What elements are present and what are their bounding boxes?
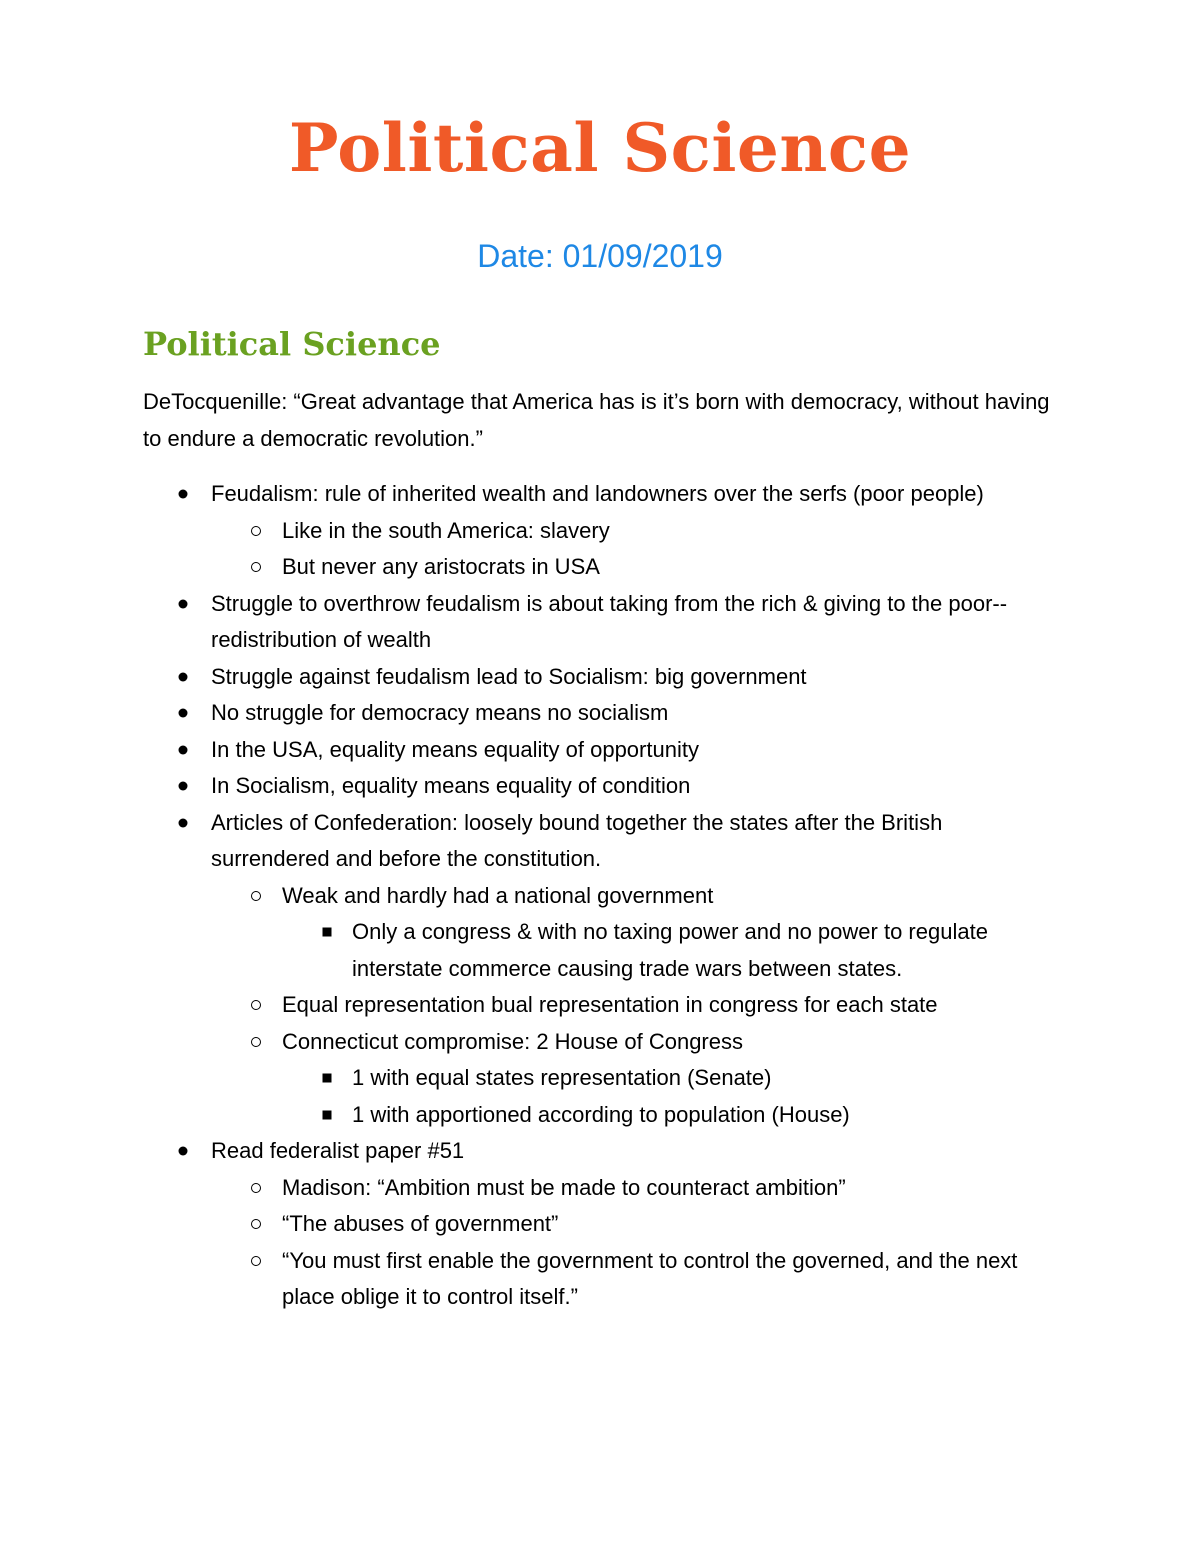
bullet-text: 1 with apportioned according to population (House) xyxy=(352,1101,850,1127)
filled-circle-bullet-icon xyxy=(179,818,188,827)
hollow-circle-bullet-icon xyxy=(251,1000,261,1010)
bullet-text: Only a congress & with no taxing power and no power to regulate interstate commerce causing trade wars between states. xyxy=(352,919,988,981)
filled-square-bullet-icon xyxy=(323,1110,332,1119)
bullet-item-level-2 xyxy=(143,1024,1058,1061)
bullet-item-level-2 xyxy=(143,549,1058,586)
filled-square-bullet-icon xyxy=(323,928,332,937)
bullet-list xyxy=(143,476,1058,1316)
bullet-text: 1 with equal states representation (Senate) xyxy=(352,1065,772,1090)
bullet-item-level-1 xyxy=(143,695,1058,732)
bullet-text: No struggle for democracy means no socialism xyxy=(211,700,669,725)
filled-circle-bullet-icon xyxy=(179,599,188,608)
hollow-circle-bullet-icon xyxy=(251,562,261,572)
filled-circle-bullet-icon xyxy=(179,745,188,754)
filled-circle-bullet-icon xyxy=(179,490,188,499)
bullet-text: In the USA, equality means equality of opportunity xyxy=(211,736,699,762)
hollow-circle-bullet-icon xyxy=(251,526,261,536)
bullet-text: Equal representation bual representation in congress for each state xyxy=(282,992,938,1017)
bullet-item-level-2 xyxy=(143,878,1058,915)
bullet-item-level-2 xyxy=(143,987,1058,1024)
bullet-item-level-2 xyxy=(143,513,1058,550)
hollow-circle-bullet-icon xyxy=(251,891,261,901)
hollow-circle-bullet-icon xyxy=(251,1037,261,1047)
bullet-item-level-2 xyxy=(143,1243,1058,1316)
document-title: Political Science xyxy=(288,109,912,187)
bullet-item-level-1 xyxy=(143,476,1058,513)
bullet-text: Like in the south America: slavery xyxy=(282,517,610,543)
bullet-item-level-3 xyxy=(143,914,1058,987)
filled-square-bullet-icon xyxy=(323,1074,332,1083)
bullet-item-level-3 xyxy=(143,1060,1058,1097)
bullet-text: Madison: “Ambition must be made to counteract ambition” xyxy=(282,1174,846,1200)
hollow-circle-bullet-icon xyxy=(251,1256,261,1266)
bullet-text: Read federalist paper #51 xyxy=(211,1138,465,1163)
document-date: Date: 01/09/2019 xyxy=(477,238,723,274)
hollow-circle-bullet-icon xyxy=(251,1183,261,1193)
bullet-item-level-2 xyxy=(143,1206,1058,1243)
bullet-text: Struggle against feudalism lead to Socialism: big government xyxy=(211,663,807,689)
bullet-item-level-3 xyxy=(143,1097,1058,1134)
filled-circle-bullet-icon xyxy=(179,782,188,791)
hollow-circle-bullet-icon xyxy=(251,1219,261,1229)
bullet-text: “The abuses of government” xyxy=(282,1211,559,1236)
bullet-item-level-1 xyxy=(143,659,1058,696)
section-heading: Political Science xyxy=(143,325,441,363)
bullet-text: Connecticut compromise: 2 House of Congress xyxy=(282,1028,743,1054)
bullet-text: Weak and hardly had a national government xyxy=(282,882,714,908)
bullet-text: “You must first enable the government to control the governed, and the next place oblige it to control itself.” xyxy=(282,1247,1018,1309)
bullet-item-level-1 xyxy=(143,1133,1058,1170)
bullet-text: Feudalism: rule of inherited wealth and landowners over the serfs (poor people) xyxy=(211,481,984,506)
filled-circle-bullet-icon xyxy=(179,672,188,681)
filled-circle-bullet-icon xyxy=(179,709,188,718)
bullet-text: But never any aristocrats in USA xyxy=(282,554,600,579)
intro-paragraph: DeTocquenille: “Great advantage that America has is it’s born with democracy, without having to endure a democratic revolution.” xyxy=(143,389,1050,451)
bullet-item-level-1 xyxy=(143,586,1058,659)
bullet-item-level-1 xyxy=(143,805,1058,878)
bullet-item-level-1 xyxy=(143,732,1058,769)
bullet-item-level-2 xyxy=(143,1170,1058,1207)
bullet-text: In Socialism, equality means equality of condition xyxy=(211,773,691,798)
bullet-text: Struggle to overthrow feudalism is about taking from the rich & giving to the poor--redistribution of wealth xyxy=(211,590,1008,652)
filled-circle-bullet-icon xyxy=(179,1147,188,1156)
bullet-text: Articles of Confederation: loosely bound together the states after the British surrendered and before the constitution. xyxy=(211,809,943,871)
bullet-item-level-1 xyxy=(143,768,1058,805)
